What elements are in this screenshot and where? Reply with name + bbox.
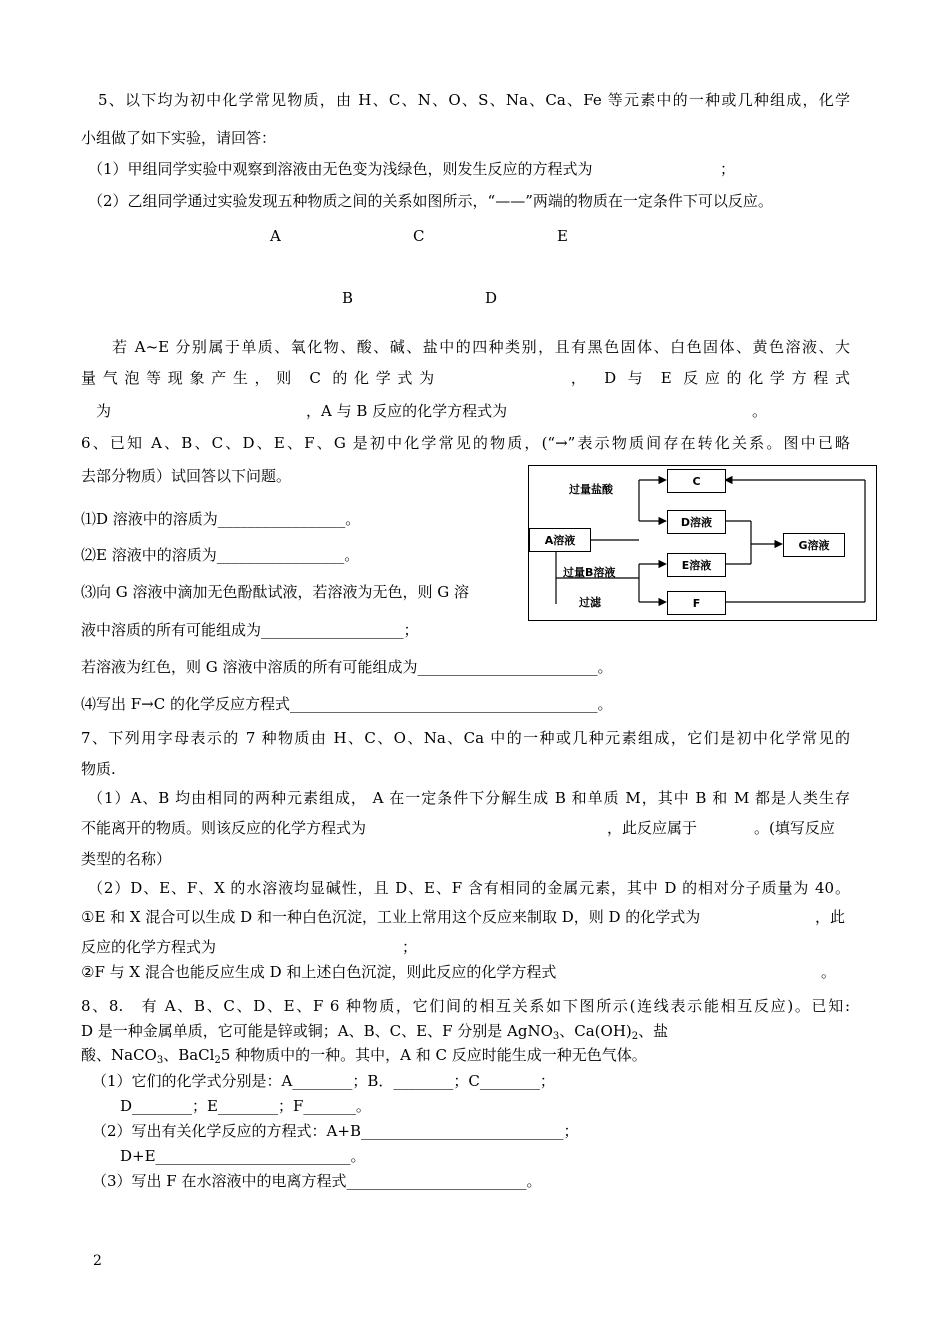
q6-question-2: ⑵E 溶液中的溶质为_________________。 (81, 546, 360, 564)
q5-line-1: 5、以下均为初中化学常见物质，由 H、C、N、O、S、Na、Ca、Fe 等元素中的一种或几种组成，化学 (98, 91, 850, 109)
label-filtration: 过滤 (579, 596, 601, 609)
q7-line-7a: ①E 和 X 混合可以生成 D 和一种白色沉淀，工业上常用这个反应来制取 D，则 D 的化学式为 (81, 908, 701, 926)
q5-line-5: 若 A~E 分别属于单质、氧化物、酸、碱、盐中的四种类别，且有黑色固体、白色固体、黄色溶液、大 (112, 338, 850, 356)
q8-line-1: 8、8. 有 A、B、C、D、E、F 6 种物质，它们间的相互关系如下图所示(连线表示能相互反应)。已知: (81, 997, 850, 1015)
q6-question-3c: 若溶液为红色，则 G 溶液中溶质的所有可能组成为________________________。 (81, 658, 613, 676)
q8-question-3: （3）写出 F 在水溶液中的电离方程式________________________。 (92, 1172, 542, 1190)
q7-line-8a: 反应的化学方程式为 (81, 938, 217, 956)
q7-line-1: 7、下列用字母表示的 7 种物质由 H、C、O、Na、Ca 中的一种或几种元素组成，它们是初中化学常见的 (81, 729, 850, 747)
q5-node-a: A (270, 227, 281, 245)
q8-line-2a: D 是一种金属单质，它可能是锌或铜；A、B、C、E、F 分别是 AgNO (81, 1022, 553, 1040)
q8-line-3b: 、BaCl (163, 1046, 215, 1064)
q5-line-7b: ，A 与 B 反应的化学方程式为 (306, 402, 508, 420)
q5-node-c: C (413, 227, 425, 245)
q7-line-3: （1）A、B 均由相同的两种元素组成， A 在一定条件下分解生成 B 和单质 M，其中 B 和 M 都是人类生存 (88, 789, 850, 807)
q5-question-1-end: ； (720, 160, 736, 178)
q7-line-9a: ②F 与 X 混合也能反应生成 D 和上述白色沉淀，则此反应的化学方程式 (81, 963, 557, 981)
q5-node-d: D (485, 289, 498, 307)
q8-sub-3a: 3 (552, 1031, 560, 1042)
q8-line-3 (81, 1046, 647, 1070)
q8-question-1: （1）它们的化学式分别是：A________；B．________；C________； (92, 1072, 555, 1090)
q7-line-5: 类型的名称） (81, 850, 172, 868)
q8-question-1-cont: D________；E________；F_______。 (120, 1097, 371, 1115)
q8-line-2 (81, 1022, 668, 1046)
q5-line-6: 量气泡等现象产生，则 C 的化学式为 ， D 与 E 反应的化学方程式 (81, 369, 850, 387)
label-excess-hcl: 过量盐酸 (569, 483, 613, 496)
q8-sub-3b: 3 (156, 1055, 164, 1066)
q8-sub-2a: 2 (631, 1031, 639, 1042)
q8-question-2-cont: D+E__________________________。 (120, 1147, 366, 1165)
q5-line-7a: 为 (96, 402, 112, 420)
q8-line-3c: 5 种物质中的一种。其中，A 和 C 反应时能生成一种无色气体。 (220, 1046, 647, 1064)
q7-line-9b: 。 (821, 963, 837, 981)
q7-line-4c: 。(填写反应 (754, 819, 835, 837)
node-a-solution: A溶液 (529, 528, 591, 552)
q6-question-1: ⑴D 溶液中的溶质为_________________。 (81, 510, 361, 528)
q5-line-2: 小组做了如下实验，请回答： (81, 129, 277, 147)
q7-line-4a: 不能离开的物质。则该反应的化学方程式为 (81, 819, 367, 837)
q7-line-8b: ； (402, 938, 418, 956)
q6-flow-diagram (528, 465, 877, 621)
node-e-solution: E溶液 (667, 553, 726, 577)
q6-question-3a: ⑶向 G 溶液中滴加无色酚酞试液，若溶液为无色，则 G 溶 (81, 583, 470, 601)
q6-line-2: 去部分物质）试回答以下问题。 (81, 467, 292, 485)
q5-line-7c: 。 (752, 402, 768, 420)
node-c: C (667, 469, 726, 493)
q8-line-3a: 酸、NaCO (81, 1046, 157, 1064)
q8-question-2: （2）写出有关化学反应的方程式：A+B___________________________； (92, 1122, 579, 1140)
page-number: 2 (93, 1253, 102, 1269)
q8-line-2b: 、Ca(OH) (559, 1022, 632, 1040)
node-f: F (667, 591, 726, 615)
label-excess-b-solution: 过量B溶液 (563, 566, 616, 579)
q5-question-2: （2）乙组同学通过实验发现五种物质之间的关系如图所示，“——”两端的物质在一定条件下可以反应。 (88, 192, 773, 210)
q5-question-1: （1）甲组同学实验中观察到溶液由无色变为浅绿色，则发生反应的方程式为 (88, 160, 593, 178)
q7-line-6: （2）D、E、F、X 的水溶液均显碱性，且 D、E、F 含有相同的金属元素，其中 D 的相对分子质量为 40。 (88, 879, 850, 897)
q6-line-1: 6、已知 A、B、C、D、E、F、G 是初中化学常见的物质，(“→”表示物质间存在转化关系。图中已略 (81, 434, 850, 452)
node-d-solution: D溶液 (667, 510, 726, 534)
q8-line-2c: 、盐 (638, 1022, 669, 1040)
q5-node-b: B (342, 289, 354, 307)
node-g-solution: G溶液 (783, 533, 845, 557)
q7-line-4b: ，此反应属于 (607, 819, 698, 837)
q7-line-7b: ，此 (815, 908, 846, 926)
q6-question-3b: 液中溶质的所有可能组成为___________________； (81, 621, 419, 639)
q5-node-e: E (557, 227, 568, 245)
q7-line-2: 物质. (81, 760, 116, 778)
q8-sub-2b: 2 (214, 1055, 221, 1066)
q6-question-4: ⑷写出 F→C 的化学反应方程式_________________________________________。 (81, 695, 613, 713)
